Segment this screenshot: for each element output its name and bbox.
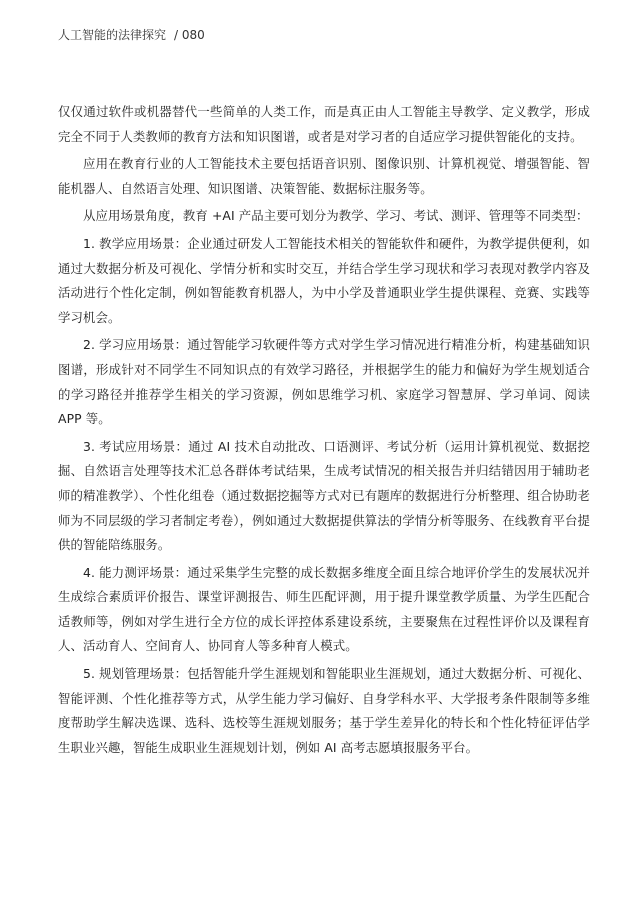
running-header	[58, 27, 205, 43]
page-number: / 080	[174, 28, 205, 42]
body-text	[58, 100, 590, 763]
paragraph-exam-scenario: 3. 考试应用场景：通过 AI 技术自动批改、口语测评、考试分析（运用计算机视觉、数据挖掘、自然语言处理等技术汇总各群体考试结果，生成考试情况的相关报告并归结错因用于辅助老师的精准教学）、个性化组卷（通过数据挖掘等方式对已有题库的数据进行分析整理、组合协助老师为不同层级的学习者制定考卷），例如通过大数据提供算法的学情分析等服务、在线教育平台提供的智能陪练服务。	[58, 438, 590, 553]
book-title: 人工智能的法律探究	[58, 28, 167, 42]
paragraph-scenario-intro: 从应用场景角度，教育 +AI 产品主要可划分为教学、学习、考试、测评、管理等不同类型：	[83, 208, 589, 224]
paragraph-teaching-scenario: 1. 教学应用场景：企业通过研发人工智能技术相关的智能软件和硬件，为教学提供便利，如通过大数据分析及可视化、学情分析和实时交互，并结合学生学习现状和学习表现对教学内容及活动进行个性化定制，例如智能教育机器人，为中小学及普通职业学生提供课程、竞赛、实践等学习机会。	[58, 235, 590, 325]
paragraph-assessment-scenario: 4. 能力测评场景：通过采集学生完整的成长数据多维度全面且综合地评价学生的发展状况并生成综合素质评价报告、课堂评测报告、师生匹配评测，用于提升课堂教学质量、为学生匹配合适教师等，例如对学生进行全方位的成长评控体系建设系统，主要聚焦在过程性评价以及课程育人、活动育人、空间育人、协同育人等多种育人模式。	[58, 564, 590, 654]
paragraph-learning-scenario: 2. 学习应用场景：通过智能学习软硬件等方式对学生学习情况进行精准分析，构建基础知识图谱，形成针对不同学生不同知识点的有效学习路径，并根据学生的能力和偏好为学生规划适合的学习路径并推荐学生相关的学习资源，例如思维学习机、家庭学习智慧屏、学习单词、阅读 APP 等。	[58, 337, 590, 427]
paragraph-ai-technologies: 应用在教育行业的人工智能技术主要包括语音识别、图像识别、计算机视觉、增强智能、智能机器人、自然语言处理、知识图谱、决策智能、数据标注服务等。	[58, 156, 590, 196]
paragraph-planning-scenario: 5. 规划管理场景：包括智能升学生涯规划和智能职业生涯规划，通过大数据分析、可视化、智能评测、个性化推荐等方式，从学生能力学习偏好、自身学科水平、大学报考条件限制等多维度帮助学生解决选课、选科、选校等生涯规划服务；基于学生差异化的特长和个性化特征评估学生职业兴趣，智能生成职业生涯规划计划，例如 AI 高考志愿填报服务平台。	[58, 666, 590, 755]
paragraph-continued: 仅仅通过软件或机器替代一些简单的人类工作，而是真正由人工智能主导教学、定义教学，形成完全不同于人类教师的教育方法和知识图谱，或者是对学习者的自适应学习提供智能化的支持。	[58, 104, 590, 144]
